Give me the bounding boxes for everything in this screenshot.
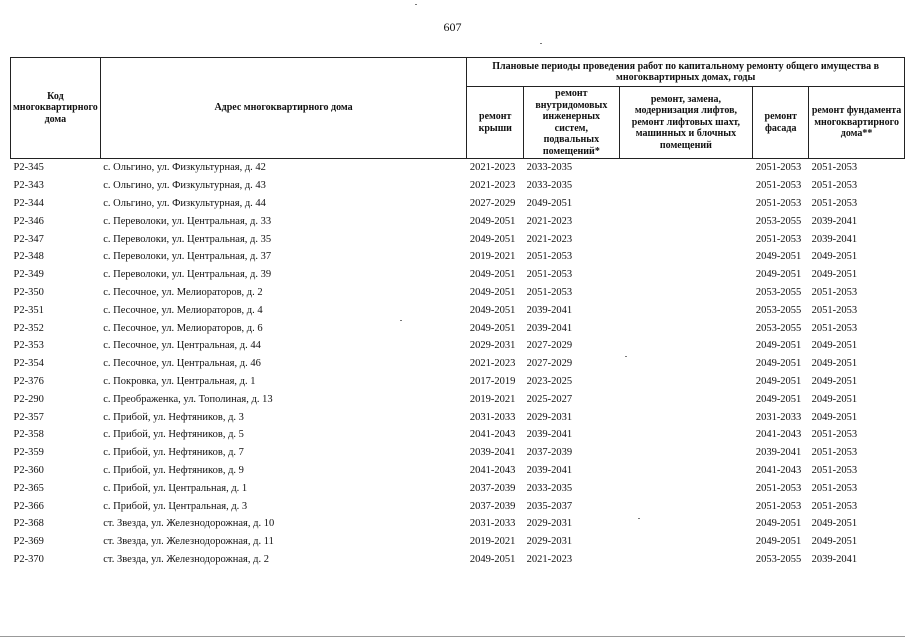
cell-engineering: 2021-2023 bbox=[526, 215, 573, 227]
table-row bbox=[11, 266, 905, 284]
cell-roof: 2049-2051 bbox=[469, 233, 516, 245]
cell-address: с. Переволоки, ул. Центральная, д. 35 bbox=[103, 233, 272, 245]
table-row bbox=[11, 515, 905, 533]
cell-engineering: 2027-2029 bbox=[526, 340, 573, 352]
cell-foundation: 2051-2053 bbox=[811, 304, 858, 316]
cell-foundation: 2051-2053 bbox=[811, 482, 858, 494]
cell-facade: 2049-2051 bbox=[755, 518, 802, 530]
cell-code: Р2-352 bbox=[13, 322, 44, 334]
cell-facade: 2053-2055 bbox=[755, 553, 802, 565]
cell-foundation: 2049-2051 bbox=[811, 536, 858, 548]
cell-address: с. Прибой, ул. Нефтяников, д. 3 bbox=[103, 411, 244, 423]
cell-foundation: 2049-2051 bbox=[811, 358, 858, 370]
cell-roof: 2019-2021 bbox=[469, 393, 516, 405]
cell-facade: 2049-2051 bbox=[755, 393, 802, 405]
cell-elevator bbox=[619, 337, 753, 355]
cell-engineering: 2051-2053 bbox=[526, 251, 573, 263]
cell-facade: 2051-2053 bbox=[755, 162, 802, 174]
cell-elevator bbox=[619, 373, 753, 391]
cell-address: с. Ольгино, ул. Физкультурная, д. 44 bbox=[103, 197, 266, 209]
cell-code: Р2-290 bbox=[13, 393, 44, 405]
table-row bbox=[11, 284, 905, 302]
cell-foundation: 2051-2053 bbox=[811, 162, 858, 174]
cell-code: Р2-349 bbox=[13, 269, 44, 281]
table-row bbox=[11, 373, 905, 391]
cell-address: с. Переволоки, ул. Центральная, д. 37 bbox=[103, 251, 272, 263]
cell-elevator bbox=[619, 355, 753, 373]
cell-facade: 2049-2051 bbox=[755, 375, 802, 387]
cell-foundation: 2051-2053 bbox=[811, 180, 858, 192]
table-row bbox=[11, 533, 905, 551]
cell-engineering: 2029-2031 bbox=[526, 411, 573, 423]
scan-speck bbox=[415, 4, 417, 5]
cell-roof: 2037-2039 bbox=[469, 482, 516, 494]
cell-facade: 2049-2051 bbox=[755, 340, 802, 352]
cell-elevator bbox=[619, 301, 753, 319]
cell-foundation: 2051-2053 bbox=[811, 447, 858, 459]
cell-facade: 2051-2053 bbox=[755, 197, 802, 209]
cell-roof: 2021-2023 bbox=[469, 162, 516, 174]
table-row bbox=[11, 444, 905, 462]
cell-foundation: 2051-2053 bbox=[811, 322, 858, 334]
table-body bbox=[11, 159, 905, 569]
cell-foundation: 2051-2053 bbox=[811, 286, 858, 298]
cell-code: Р2-345 bbox=[13, 162, 44, 174]
table-row bbox=[11, 479, 905, 497]
cell-code: Р2-343 bbox=[13, 180, 44, 192]
cell-facade: 2051-2053 bbox=[755, 180, 802, 192]
cell-foundation: 2051-2053 bbox=[811, 500, 858, 512]
cell-roof: 2039-2041 bbox=[469, 447, 516, 459]
header-roof: ремонт крыши bbox=[467, 87, 524, 159]
cell-code: Р2-353 bbox=[13, 340, 44, 352]
table-row bbox=[11, 497, 905, 515]
cell-code: Р2-351 bbox=[13, 304, 44, 316]
cell-code: Р2-359 bbox=[13, 447, 44, 459]
cell-facade: 2053-2055 bbox=[755, 215, 802, 227]
cell-address: с. Песочное, ул. Мелиораторов, д. 6 bbox=[103, 322, 263, 334]
header-engineering: ремонт внутридомовых инженерных систем, подвальных помещений* bbox=[524, 87, 619, 159]
table-row bbox=[11, 248, 905, 266]
cell-roof: 2049-2051 bbox=[469, 304, 516, 316]
cell-engineering: 2033-2035 bbox=[526, 180, 573, 192]
cell-address: с. Прибой, ул. Нефтяников, д. 5 bbox=[103, 429, 244, 441]
scan-speck bbox=[638, 518, 640, 519]
cell-address: с. Переволоки, ул. Центральная, д. 39 bbox=[103, 269, 272, 281]
cell-roof: 2049-2051 bbox=[469, 269, 516, 281]
cell-elevator bbox=[619, 159, 753, 177]
cell-engineering: 2039-2041 bbox=[526, 322, 573, 334]
cell-foundation: 2051-2053 bbox=[811, 429, 858, 441]
cell-engineering: 2021-2023 bbox=[526, 553, 573, 565]
cell-facade: 2039-2041 bbox=[755, 447, 802, 459]
cell-elevator bbox=[619, 319, 753, 337]
cell-engineering: 2035-2037 bbox=[526, 500, 573, 512]
cell-facade: 2031-2033 bbox=[755, 411, 802, 423]
cell-code: Р2-360 bbox=[13, 464, 44, 476]
scan-speck bbox=[400, 320, 402, 321]
cell-facade: 2049-2051 bbox=[755, 251, 802, 263]
cell-foundation: 2039-2041 bbox=[811, 215, 858, 227]
cell-foundation: 2039-2041 bbox=[811, 233, 858, 245]
cell-engineering: 2027-2029 bbox=[526, 358, 573, 370]
cell-roof: 2029-2031 bbox=[469, 340, 516, 352]
header-code: Код многоквартирного дома bbox=[11, 58, 101, 159]
cell-code: Р2-370 bbox=[13, 553, 44, 565]
cell-elevator bbox=[619, 284, 753, 302]
cell-address: с. Ольгино, ул. Физкультурная, д. 43 bbox=[103, 180, 266, 192]
cell-engineering: 2051-2053 bbox=[526, 269, 573, 281]
header-address: Адрес многоквартирного дома bbox=[100, 58, 467, 159]
cell-roof: 2021-2023 bbox=[469, 180, 516, 192]
cell-facade: 2051-2053 bbox=[755, 482, 802, 494]
table-row bbox=[11, 390, 905, 408]
cell-roof: 2049-2051 bbox=[469, 215, 516, 227]
cell-elevator bbox=[619, 426, 753, 444]
cell-engineering: 2023-2025 bbox=[526, 375, 573, 387]
cell-elevator bbox=[619, 266, 753, 284]
cell-elevator bbox=[619, 444, 753, 462]
cell-elevator bbox=[619, 230, 753, 248]
cell-elevator bbox=[619, 533, 753, 551]
table-row bbox=[11, 426, 905, 444]
cell-engineering: 2029-2031 bbox=[526, 518, 573, 530]
cell-engineering: 2021-2023 bbox=[526, 233, 573, 245]
cell-code: Р2-365 bbox=[13, 482, 44, 494]
table-row bbox=[11, 337, 905, 355]
cell-roof: 2041-2043 bbox=[469, 464, 516, 476]
cell-facade: 2051-2053 bbox=[755, 233, 802, 245]
cell-facade: 2049-2051 bbox=[755, 269, 802, 281]
cell-facade: 2049-2051 bbox=[755, 358, 802, 370]
cell-elevator bbox=[619, 177, 753, 195]
cell-facade: 2053-2055 bbox=[755, 304, 802, 316]
cell-address: с. Прибой, ул. Нефтяников, д. 9 bbox=[103, 464, 244, 476]
cell-foundation: 2049-2051 bbox=[811, 269, 858, 281]
cell-address: с. Песочное, ул. Центральная, д. 44 bbox=[103, 340, 261, 352]
cell-code: Р2-376 bbox=[13, 375, 44, 387]
cell-roof: 2019-2021 bbox=[469, 536, 516, 548]
cell-code: Р2-357 bbox=[13, 411, 44, 423]
cell-address: ст. Звезда, ул. Железнодорожная, д. 2 bbox=[103, 553, 269, 565]
cell-roof: 2049-2051 bbox=[469, 553, 516, 565]
cell-foundation: 2049-2051 bbox=[811, 251, 858, 263]
table-row bbox=[11, 551, 905, 569]
cell-engineering: 2049-2051 bbox=[526, 197, 573, 209]
cell-elevator bbox=[619, 408, 753, 426]
cell-facade: 2053-2055 bbox=[755, 286, 802, 298]
table-header bbox=[11, 58, 905, 159]
cell-code: Р2-347 bbox=[13, 233, 44, 245]
cell-address: ст. Звезда, ул. Железнодорожная, д. 11 bbox=[103, 536, 274, 548]
cell-foundation: 2051-2053 bbox=[811, 197, 858, 209]
scan-speck bbox=[625, 356, 627, 357]
cell-address: с. Песочное, ул. Центральная, д. 46 bbox=[103, 358, 261, 370]
cell-code: Р2-354 bbox=[13, 358, 44, 370]
cell-engineering: 2039-2041 bbox=[526, 429, 573, 441]
cell-address: с. Переволоки, ул. Центральная, д. 33 bbox=[103, 215, 272, 227]
scan-speck bbox=[540, 43, 542, 44]
cell-address: ст. Звезда, ул. Железнодорожная, д. 10 bbox=[103, 518, 275, 530]
cell-roof: 2021-2023 bbox=[469, 358, 516, 370]
cell-elevator bbox=[619, 462, 753, 480]
cell-foundation: 2049-2051 bbox=[811, 411, 858, 423]
cell-roof: 2049-2051 bbox=[469, 322, 516, 334]
scan-edge-line bbox=[0, 636, 905, 637]
cell-engineering: 2025-2027 bbox=[526, 393, 573, 405]
cell-address: с. Преображенка, ул. Тополиная, д. 13 bbox=[103, 393, 273, 405]
header-periods-group: Плановые периоды проведения работ по капитальному ремонту общего имущества в многоквартирных домах, годы bbox=[467, 58, 905, 87]
cell-code: Р2-348 bbox=[13, 251, 44, 263]
cell-address: с. Прибой, ул. Нефтяников, д. 7 bbox=[103, 447, 244, 459]
cell-foundation: 2049-2051 bbox=[811, 518, 858, 530]
table-row bbox=[11, 195, 905, 213]
cell-engineering: 2029-2031 bbox=[526, 536, 573, 548]
cell-roof: 2017-2019 bbox=[469, 375, 516, 387]
cell-roof: 2037-2039 bbox=[469, 500, 516, 512]
cell-facade: 2051-2053 bbox=[755, 500, 802, 512]
cell-engineering: 2039-2041 bbox=[526, 304, 573, 316]
cell-elevator bbox=[619, 390, 753, 408]
cell-elevator bbox=[619, 497, 753, 515]
header-foundation: ремонт фундамента многоквартирного дома** bbox=[809, 87, 905, 159]
header-elevator: ремонт, замена, модернизация лифтов, ремонт лифтовых шахт, машинных и блочных помещений bbox=[619, 87, 753, 159]
cell-facade: 2041-2043 bbox=[755, 429, 802, 441]
cell-facade: 2053-2055 bbox=[755, 322, 802, 334]
cell-facade: 2049-2051 bbox=[755, 536, 802, 548]
table-row bbox=[11, 319, 905, 337]
cell-elevator bbox=[619, 195, 753, 213]
cell-code: Р2-344 bbox=[13, 197, 44, 209]
cell-elevator bbox=[619, 551, 753, 569]
cell-foundation: 2049-2051 bbox=[811, 340, 858, 352]
cell-foundation: 2049-2051 bbox=[811, 375, 858, 387]
cell-code: Р2-368 bbox=[13, 518, 44, 530]
table-row bbox=[11, 177, 905, 195]
cell-roof: 2041-2043 bbox=[469, 429, 516, 441]
table-row bbox=[11, 355, 905, 373]
table-row bbox=[11, 408, 905, 426]
cell-code: Р2-350 bbox=[13, 286, 44, 298]
cell-foundation: 2039-2041 bbox=[811, 553, 858, 565]
table-row bbox=[11, 301, 905, 319]
page-number: 607 bbox=[443, 20, 462, 34]
cell-engineering: 2039-2041 bbox=[526, 464, 573, 476]
cell-address: с. Прибой, ул. Центральная, д. 3 bbox=[103, 500, 248, 512]
table-row bbox=[11, 159, 905, 177]
cell-address: с. Покровка, ул. Центральная, д. 1 bbox=[103, 375, 256, 387]
cell-roof: 2031-2033 bbox=[469, 411, 516, 423]
cell-code: Р2-346 bbox=[13, 215, 44, 227]
cell-roof: 2027-2029 bbox=[469, 197, 516, 209]
table-row bbox=[11, 230, 905, 248]
capital-repair-table bbox=[10, 57, 905, 568]
cell-address: с. Песочное, ул. Мелиораторов, д. 4 bbox=[103, 304, 263, 316]
header-facade: ремонт фасада bbox=[753, 87, 809, 159]
cell-code: Р2-369 bbox=[13, 536, 44, 548]
cell-engineering: 2033-2035 bbox=[526, 482, 573, 494]
table-row bbox=[11, 462, 905, 480]
cell-address: с. Прибой, ул. Центральная, д. 1 bbox=[103, 482, 248, 494]
cell-engineering: 2051-2053 bbox=[526, 286, 573, 298]
cell-elevator bbox=[619, 212, 753, 230]
cell-roof: 2031-2033 bbox=[469, 518, 516, 530]
cell-code: Р2-358 bbox=[13, 429, 44, 441]
cell-roof: 2019-2021 bbox=[469, 251, 516, 263]
cell-engineering: 2037-2039 bbox=[526, 447, 573, 459]
cell-code: Р2-366 bbox=[13, 500, 44, 512]
cell-address: с. Песочное, ул. Мелиораторов, д. 2 bbox=[103, 286, 263, 298]
table-row bbox=[11, 212, 905, 230]
cell-roof: 2049-2051 bbox=[469, 286, 516, 298]
cell-address: с. Ольгино, ул. Физкультурная, д. 42 bbox=[103, 162, 266, 174]
cell-facade: 2041-2043 bbox=[755, 464, 802, 476]
cell-elevator bbox=[619, 479, 753, 497]
cell-foundation: 2049-2051 bbox=[811, 393, 858, 405]
cell-foundation: 2051-2053 bbox=[811, 464, 858, 476]
cell-engineering: 2033-2035 bbox=[526, 162, 573, 174]
cell-elevator bbox=[619, 248, 753, 266]
